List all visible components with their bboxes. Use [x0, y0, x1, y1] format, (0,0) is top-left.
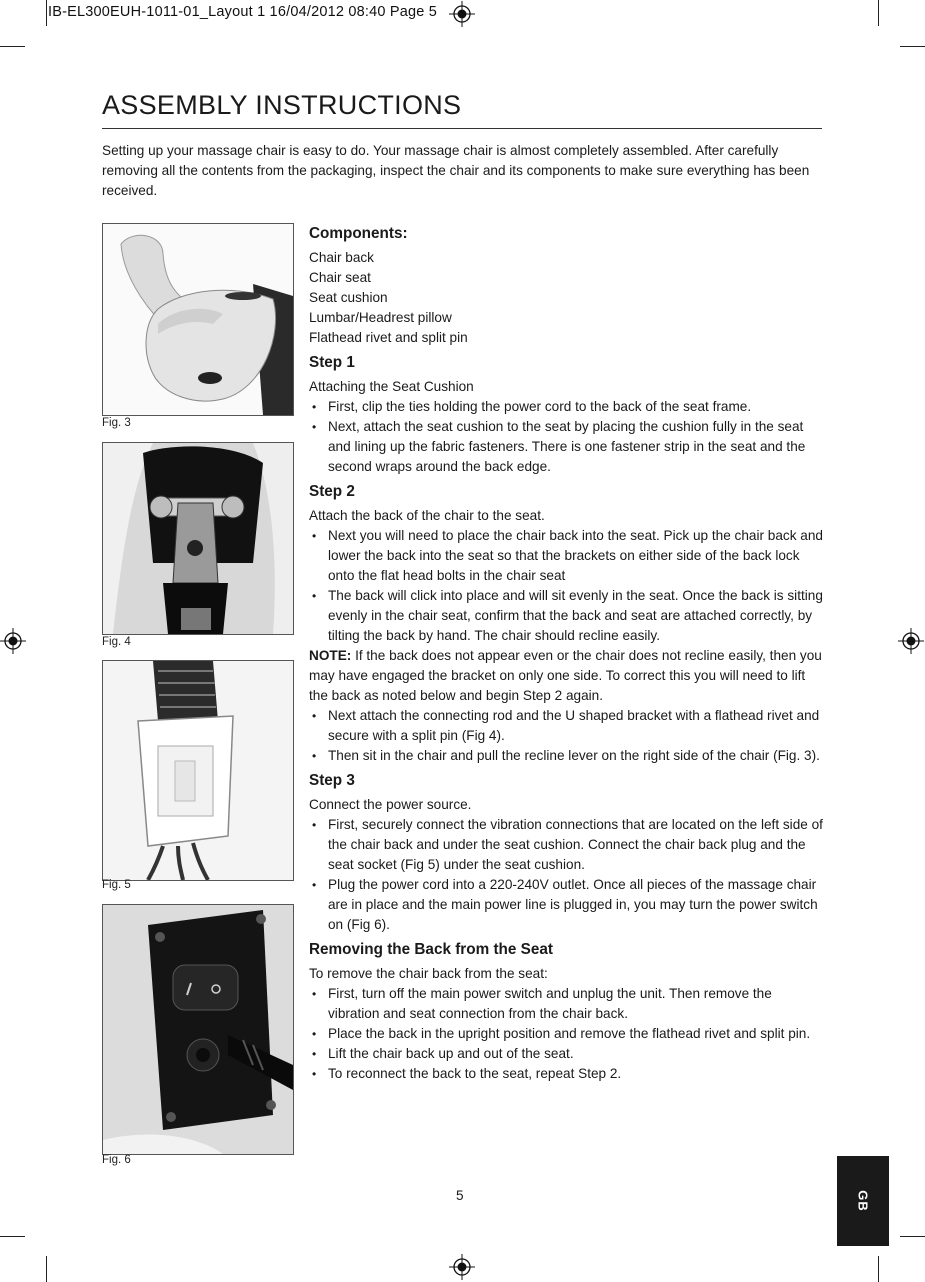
- step-3-lead: Connect the power source.: [309, 797, 472, 812]
- list-item: • Next attach the connecting rod and the U shaped bracket with a flathead rivet and secure with a split pin (Fig 4).: [309, 706, 825, 746]
- figure-5-connector-photo: [102, 660, 294, 881]
- step-3-heading: Step 3: [309, 772, 355, 789]
- registration-mark-icon: [449, 1, 475, 27]
- instructions-column: [309, 219, 825, 1084]
- title-rule: [102, 128, 822, 129]
- figure-4-bracket-photo: [102, 442, 294, 635]
- step-1-heading: Step 1: [309, 354, 355, 371]
- page-number: 5: [456, 1188, 464, 1203]
- component-item: Lumbar/Headrest pillow: [309, 310, 452, 325]
- note-text: If the back does not appear even or the chair does not recline easily, then you may have engaged the bracket on only one side. To correct this you will need to lift the back as noted below and begin Step 2 again.: [309, 648, 822, 703]
- list-item: • First, turn off the main power switch and unplug the unit. Then remove the vibration and seat connection from the chair back.: [309, 984, 825, 1024]
- language-tab: [837, 1156, 889, 1246]
- list-item: • Plug the power cord into a 220-240V outlet. Once all pieces of the massage chair are in place and the main power line is plugged in, you may turn the power switch on (Fig 6).: [309, 875, 825, 935]
- crop-mark: [878, 0, 879, 26]
- list-item: • Lift the chair back up and out of the seat.: [309, 1044, 825, 1064]
- registration-mark-icon: [449, 1254, 475, 1280]
- crop-mark: [0, 46, 25, 47]
- list-item: • Next, attach the seat cushion to the seat by placing the cushion fully in the seat and lining up the fabric fasteners. There is one fastener strip in the seat and the second wraps around the back edge.: [309, 417, 825, 477]
- component-item: Flathead rivet and split pin: [309, 330, 468, 345]
- step-3-list: [309, 815, 825, 935]
- figure-6-caption: Fig. 6: [102, 1154, 131, 1166]
- list-item: • The back will click into place and will sit evenly in the seat. Once the back is sitting evenly in the chair seat, confirm that the back and seat are attached correctly, by tilting the back by hand. The chair should recline easily.: [309, 586, 825, 646]
- crop-mark: [0, 1236, 25, 1237]
- list-item: • To reconnect the back to the seat, repeat Step 2.: [309, 1064, 825, 1084]
- step-2-lead: Attach the back of the chair to the seat.: [309, 508, 545, 523]
- step-2-list-continued: [309, 706, 825, 766]
- crop-mark: [878, 1256, 879, 1282]
- intro-paragraph: Setting up your massage chair is easy to do. Your massage chair is almost completely assembled. After carefully removing all the contents from the packaging, inspect the chair and its components to make sure everything has been received.: [102, 143, 810, 198]
- removing-back-list: [309, 984, 825, 1084]
- page-title: ASSEMBLY INSTRUCTIONS: [102, 90, 462, 120]
- step-1-lead: Attaching the Seat Cushion: [309, 379, 474, 394]
- removing-back-lead: To remove the chair back from the seat:: [309, 966, 548, 981]
- figure-3-caption: Fig. 3: [102, 417, 131, 429]
- component-item: Seat cushion: [309, 290, 388, 305]
- crop-mark: [46, 1256, 47, 1282]
- note-label: NOTE:: [309, 648, 352, 663]
- crop-mark: [900, 1236, 925, 1237]
- registration-mark-icon: [898, 628, 924, 654]
- step-2-list: [309, 526, 825, 646]
- list-item: • First, securely connect the vibration connections that are located on the left side of the chair back and under the seat cushion. Connect the chair back plug and the seat socket (Fig 5) under the seat cushion.: [309, 815, 825, 875]
- printer-slug: IB-EL300EUH-1011-01_Layout 1 16/04/2012 08:40 Page 5: [48, 4, 438, 20]
- language-tab-label: GB: [855, 1190, 871, 1212]
- removing-back-heading: Removing the Back from the Seat: [309, 941, 553, 958]
- list-item: • First, clip the ties holding the power cord to the back of the seat frame.: [309, 397, 825, 417]
- step-1-list: [309, 397, 825, 477]
- component-item: Chair seat: [309, 270, 371, 285]
- step-2-heading: Step 2: [309, 483, 355, 500]
- registration-mark-icon: [0, 628, 26, 654]
- list-item: • Then sit in the chair and pull the recline lever on the right side of the chair (Fig. 3).: [309, 746, 825, 766]
- figure-5-caption: Fig. 5: [102, 879, 131, 891]
- component-item: Chair back: [309, 250, 374, 265]
- figure-3-chair-photo: [102, 223, 294, 416]
- list-item: • Place the back in the upright position and remove the flathead rivet and split pin.: [309, 1024, 825, 1044]
- components-heading: Components:: [309, 225, 408, 242]
- list-item: • Next you will need to place the chair back into the seat. Pick up the chair back and lower the back into the seat so that the brackets on either side of the back lock onto the flat head bolts in the chair seat: [309, 526, 825, 586]
- crop-mark: [46, 0, 47, 26]
- figure-6-power-switch-photo: [102, 904, 294, 1155]
- step-2-note: [309, 646, 825, 706]
- crop-mark: [900, 46, 925, 47]
- figure-4-caption: Fig. 4: [102, 636, 131, 648]
